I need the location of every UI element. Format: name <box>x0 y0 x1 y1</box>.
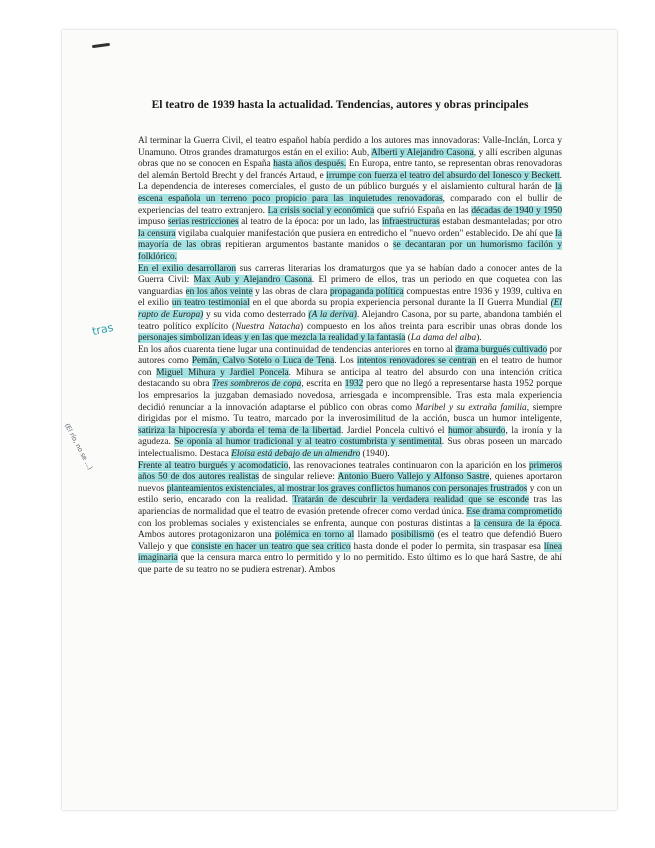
highlighted-text: Pemán, Calvo Sotelo o Luca de Tena <box>191 356 335 367</box>
paragraph <box>138 461 562 577</box>
highlighted-text: la mayoría de las obras <box>138 228 562 251</box>
text-run: . Jardiel Poncela cultivó el <box>340 425 449 436</box>
text-run: vigilaba cualquier manifestación que pusiera en entredicho el "nuevo orden" establecido. De ahí que <box>175 228 556 239</box>
text-run: , comparado con el bullir de experiencias del teatro extranjero. <box>138 193 563 216</box>
handwritten-side-note: (El río, no se ...) <box>62 422 95 472</box>
highlighted-text: Max Aub y Alejandro Casona <box>193 275 312 286</box>
pen-mark <box>92 43 110 48</box>
handwritten-note: tras <box>90 320 115 339</box>
text-run: ). <box>476 333 482 344</box>
highlighted-text: propaganda política <box>329 286 404 297</box>
highlighted-text: intentos renovadores se centran <box>356 356 477 367</box>
text-run: En los años cuarenta tiene lugar una continuidad de tendencias anteriores en torno al <box>138 344 456 355</box>
text-run: con los problemas sociales y existenciales se enfrenta, aunque con posturas distintas a <box>138 518 474 529</box>
text-run: en el teatro de humor con <box>138 356 562 378</box>
highlighted-text: Se oponía al humor tradicional y al teatro costumbrista y sentimental <box>174 437 442 448</box>
text-run: en el que aborda su propia experiencia personal durante la II Guerra Mundial <box>249 298 551 309</box>
highlighted-text: infraestructuras <box>381 217 440 228</box>
highlighted-text: drama burgués cultivado <box>455 344 548 355</box>
document-title: El teatro de 1939 hasta la actualidad. Tendencias, autores y obras principales <box>151 99 529 111</box>
highlighted-text: (El rapto de Europa) <box>138 298 562 320</box>
text-run: repitieran argumentos bastante manidos o <box>220 240 393 251</box>
highlighted-text: se decantaran por un humorismo facilón y folklórico. <box>138 240 562 262</box>
text-run: pero que no llegó a representarse hasta 1952 porque los empresarios la juzgaban demasiado novedosa, arriesgada e incomprensible. Tras esta mala experiencia decidió renunciar a la innovación adaptarse el público con obras como <box>138 379 563 413</box>
text-run: (es el teatro que defendió Buero Vallejo y que <box>138 530 563 552</box>
highlighted-text: en los años veinte <box>185 286 253 297</box>
text-run: . Los <box>334 356 357 367</box>
text-run: Nuestra Natacha <box>235 321 300 332</box>
text-run: (1940). <box>360 449 390 460</box>
highlighted-text: Tratarán de descubrir la verdadera realidad que se esconde <box>292 495 529 506</box>
text-run: En Europa, entre tanto, se representan obras renovadoras del alemán Bertold Brecht y del francés Artaud, e <box>138 159 562 181</box>
text-run: impuso <box>138 217 168 228</box>
highlighted-text: la censura de la época <box>473 518 560 529</box>
text-run: La dama del alba <box>410 333 477 344</box>
highlighted-text: Frente al teatro burgués y acomodaticio <box>138 460 289 471</box>
highlighted-text: (A la deriva) <box>308 309 357 320</box>
text-run: . Ambos autores protagonizaron una <box>138 518 563 541</box>
highlighted-text: serias restricciones <box>167 217 239 228</box>
text-run: hasta donde el poder lo permita, sin traspasar esa <box>350 541 544 552</box>
text-run: que sufrió España en las <box>374 205 472 216</box>
highlighted-text: un teatro testimonial <box>171 298 250 309</box>
text-run: Maribel y su extraña familia <box>415 402 527 413</box>
paragraph <box>138 136 562 264</box>
highlighted-text: Tres sombreros de copa <box>212 379 302 390</box>
highlighted-text: décadas de 1940 y 1950 <box>471 205 562 216</box>
text-run: , siempre dirigidas por el mismo. Tu teatro, marcado por la inverosimilitud de la acción, busca un humor inteligente, <box>138 402 562 425</box>
highlighted-text: línea imaginaria <box>138 541 562 564</box>
text-run: y las obras de clara <box>252 286 330 297</box>
text-run: tras las apariencias de normalidad que el teatro de evasión pretende ofrecer como verdad única. <box>138 495 562 517</box>
text-run: y su vida como desterrado <box>203 309 309 320</box>
highlighted-text: 1932 <box>344 379 364 390</box>
text-run: llamado <box>354 530 391 541</box>
text-run: . Sus obras poseen un marcado intelectualismo. Destaca <box>138 437 562 460</box>
text-run: . La dependencia de intereses comerciales, el gusto de un público burgués y el aislamiento cultural harán de <box>138 170 562 193</box>
paragraph <box>138 345 562 461</box>
highlighted-text: Antonio Buero Vallejo y Alfonso Sastre <box>337 472 490 483</box>
highlighted-text: satiriza la hipocresía y aborda el tema de la libertad <box>138 425 341 436</box>
paragraph <box>138 264 562 345</box>
text-run: de singular relieve: <box>258 472 338 483</box>
text-run: . Mihura se anticipa al teatro del absurdo con una intención crítica destacando su obra <box>138 367 562 390</box>
text-run: , y allí escriben algunas obras que no se conocen en España <box>138 147 562 170</box>
highlighted-text: consiste en hacer un teatro que sea crítico <box>191 541 351 552</box>
highlighted-text: la censura <box>138 228 176 239</box>
highlighted-text: posibilismo <box>390 530 435 541</box>
text-run: al teatro de la época: por un lado, las <box>238 217 382 228</box>
text-run: que la censura marca entro lo permitido y lo no permitido. Esto último es lo que hará Sastre, de ahí que parte de su teatro no se pudiera estrenar). Ambos <box>138 553 562 575</box>
highlighted-text: Miguel Mihura y Jardiel Poncela <box>156 367 289 378</box>
text-run: compuestas entre 1936 y 1939, cultiva en el exilio <box>138 286 562 309</box>
highlighted-text: personajes simbolizan ideas y en las que mezcla la realidad y la fantasía <box>138 333 406 344</box>
text-run: por autores como <box>138 344 562 367</box>
text-run: . Alejandro Casona, por su parte, abandona también el teatro político explícito ( <box>138 309 562 332</box>
text-run: estaban desmanteladas; por otro <box>439 217 562 228</box>
highlighted-text: primeros años 50 de dos autores realistas <box>138 460 562 483</box>
document-page <box>62 30 617 810</box>
text-run: ( <box>405 333 411 344</box>
highlighted-text: En el exilio desarrollaron <box>138 263 237 274</box>
text-run: , la ironía y la agudeza. <box>138 425 562 448</box>
text-run: , escrita en <box>301 379 345 390</box>
text-run: , las renovaciones teatrales continuaron con la aparición en los <box>288 460 529 471</box>
highlighted-text: irrumpe con fuerza el teatro del absurdo del Ionesco y Beckett <box>326 170 560 181</box>
highlighted-text: la escena española un terreno poco propicio para las inquietudes renovadoras <box>138 182 562 204</box>
document-body <box>138 136 562 577</box>
highlighted-text: humor absurdo <box>448 425 506 436</box>
highlighted-text: hasta años después. <box>273 159 347 170</box>
text-run: , quienes aportaron nuevos <box>138 472 562 494</box>
highlighted-text: Alberti y Alejandro Casona <box>371 147 474 158</box>
highlighted-text: Eloísa está debajo de un almendro <box>231 449 361 460</box>
highlighted-text: Ese drama comprometido <box>466 507 562 517</box>
highlighted-text: polémica en torno al <box>274 530 355 541</box>
text-run: sus carreras literarias los dramaturgos que ya se habían dado a conocer antes de la Guerra Civil: <box>138 263 562 286</box>
text-run: y con un estilo serio, encarado con la realidad. <box>138 483 563 506</box>
text-run: ) compuesto en los años treinta para escribir unas obras donde los <box>300 321 562 332</box>
highlighted-text: La crisis social y económica <box>267 205 375 216</box>
highlighted-text: planteamientos existenciales, al mostrar los graves conflictos humanos con personajes frustrados <box>166 483 528 494</box>
text-run: Al terminar la Guerra Civil, el teatro español había perdido a los autores mas innovadoras: Valle-Inclán, Lorca y Unamuno. Otros grandes dramaturgos están en el exilio: Aub, <box>138 136 562 158</box>
text-run: . El primero de ellos, tras un periodo en que coqueteа con las vanguardias <box>138 275 563 297</box>
